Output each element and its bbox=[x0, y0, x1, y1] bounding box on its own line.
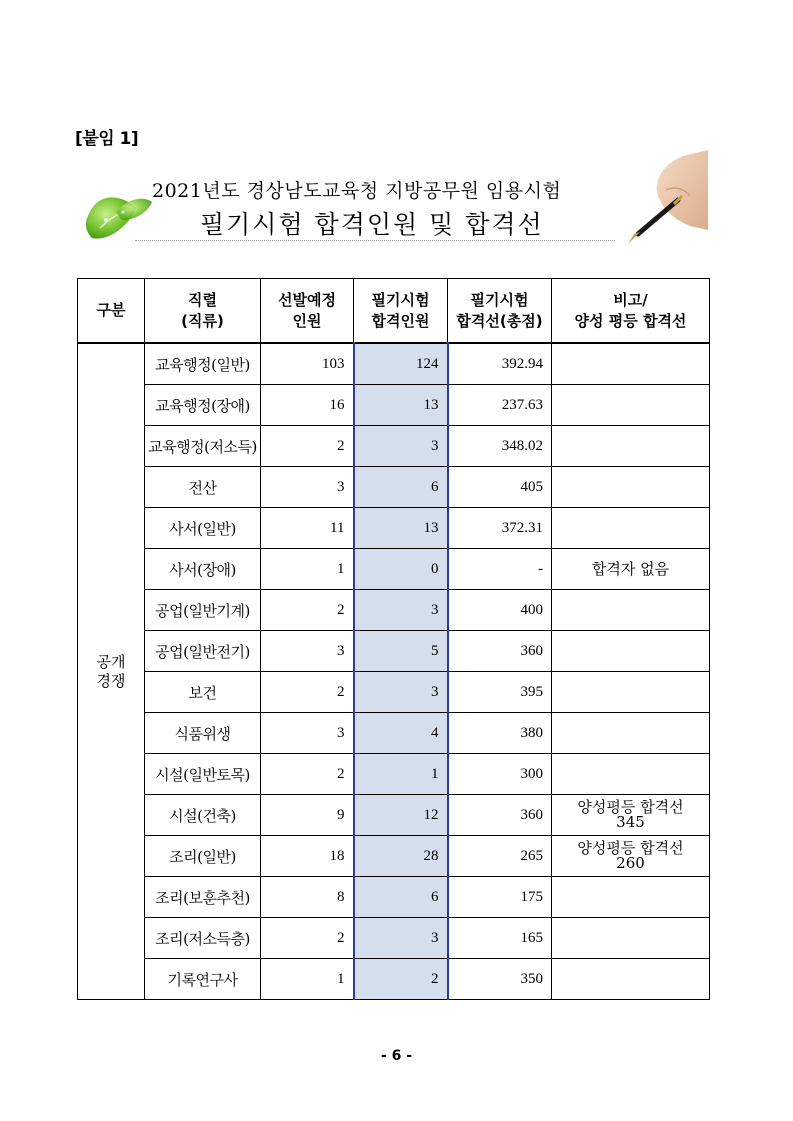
table-row bbox=[78, 672, 710, 713]
note-cell bbox=[552, 754, 710, 795]
job-cell: 식품위생 bbox=[145, 713, 261, 754]
table-row bbox=[78, 631, 710, 672]
note-cell bbox=[552, 590, 710, 631]
note-cell bbox=[552, 713, 710, 754]
passed-cell: 13 bbox=[354, 385, 448, 426]
job-cell: 전산 bbox=[145, 467, 261, 508]
cutoff-cell: 300 bbox=[448, 754, 552, 795]
planned-cell: 103 bbox=[261, 343, 354, 385]
table-row bbox=[78, 836, 710, 877]
cutoff-cell: 380 bbox=[448, 713, 552, 754]
passed-cell: 4 bbox=[354, 713, 448, 754]
table-row bbox=[78, 590, 710, 631]
job-cell: 교육행정(저소득) bbox=[145, 426, 261, 467]
header-planned-count: 선발예정 인원 bbox=[261, 279, 354, 344]
table-row bbox=[78, 385, 710, 426]
cutoff-cell: 350 bbox=[448, 959, 552, 1000]
note-cell bbox=[552, 672, 710, 713]
planned-cell: 2 bbox=[261, 754, 354, 795]
table-row bbox=[78, 877, 710, 918]
job-cell: 시설(건축) bbox=[145, 795, 261, 836]
job-cell: 공업(일반기계) bbox=[145, 590, 261, 631]
passed-cell: 3 bbox=[354, 672, 448, 713]
table-row bbox=[78, 508, 710, 549]
page-number: - 6 - bbox=[380, 1048, 413, 1064]
table-row bbox=[78, 713, 710, 754]
job-cell: 기록연구사 bbox=[145, 959, 261, 1000]
passed-cell: 28 bbox=[354, 836, 448, 877]
planned-cell: 9 bbox=[261, 795, 354, 836]
planned-cell: 2 bbox=[261, 426, 354, 467]
job-cell: 시설(일반토목) bbox=[145, 754, 261, 795]
table-row bbox=[78, 959, 710, 1000]
job-cell: 사서(장애) bbox=[145, 549, 261, 590]
note-cell bbox=[552, 959, 710, 1000]
cutoff-cell: 392.94 bbox=[448, 343, 552, 385]
planned-cell: 3 bbox=[261, 467, 354, 508]
job-cell: 사서(일반) bbox=[145, 508, 261, 549]
note-cell bbox=[552, 343, 710, 385]
passed-cell: 1 bbox=[354, 754, 448, 795]
passed-cell: 2 bbox=[354, 959, 448, 1000]
note-cell bbox=[552, 467, 710, 508]
table-row bbox=[78, 754, 710, 795]
table-row bbox=[78, 426, 710, 467]
cutoff-cell: 175 bbox=[448, 877, 552, 918]
note-cell bbox=[552, 508, 710, 549]
cutoff-cell: 395 bbox=[448, 672, 552, 713]
cutoff-cell: 372.31 bbox=[448, 508, 552, 549]
job-cell: 교육행정(일반) bbox=[145, 343, 261, 385]
table-header-row bbox=[78, 279, 710, 344]
passed-cell: 3 bbox=[354, 426, 448, 467]
table-row bbox=[78, 343, 710, 385]
job-cell: 교육행정(장애) bbox=[145, 385, 261, 426]
note-cell bbox=[552, 426, 710, 467]
leaf-icon bbox=[86, 197, 152, 238]
passed-cell: 13 bbox=[354, 508, 448, 549]
planned-cell: 1 bbox=[261, 959, 354, 1000]
header-category: 구분 bbox=[78, 279, 145, 344]
planned-cell: 18 bbox=[261, 836, 354, 877]
planned-cell: 3 bbox=[261, 631, 354, 672]
cutoff-cell: 400 bbox=[448, 590, 552, 631]
document-title-line1: 2021년도 경상남도교육청 지방공무원 임용시험 bbox=[152, 180, 562, 202]
note-cell: 양성평등 합격선 260 bbox=[552, 836, 710, 877]
cutoff-cell: 360 bbox=[448, 631, 552, 672]
passed-cell: 6 bbox=[354, 467, 448, 508]
note-cell bbox=[552, 877, 710, 918]
document-title-line2: 필기시험 합격인원 및 합격선 bbox=[200, 210, 544, 239]
results-table bbox=[77, 278, 710, 1000]
table-row bbox=[78, 795, 710, 836]
table-row bbox=[78, 467, 710, 508]
passed-cell: 5 bbox=[354, 631, 448, 672]
job-cell: 보건 bbox=[145, 672, 261, 713]
passed-cell: 124 bbox=[354, 343, 448, 385]
planned-cell: 8 bbox=[261, 877, 354, 918]
planned-cell: 2 bbox=[261, 918, 354, 959]
cutoff-cell: 165 bbox=[448, 918, 552, 959]
note-cell: 양성평등 합격선 345 bbox=[552, 795, 710, 836]
job-cell: 공업(일반전기) bbox=[145, 631, 261, 672]
cutoff-cell: 360 bbox=[448, 795, 552, 836]
cutoff-cell: - bbox=[448, 549, 552, 590]
job-cell: 조리(보훈추천) bbox=[145, 877, 261, 918]
note-cell bbox=[552, 385, 710, 426]
passed-cell: 3 bbox=[354, 918, 448, 959]
note-cell: 합격자 없음 bbox=[552, 549, 710, 590]
hand-pen-icon bbox=[628, 150, 708, 244]
cutoff-cell: 405 bbox=[448, 467, 552, 508]
cutoff-cell: 348.02 bbox=[448, 426, 552, 467]
header-job-series: 직렬 (직류) bbox=[145, 279, 261, 344]
passed-cell: 3 bbox=[354, 590, 448, 631]
note-cell bbox=[552, 631, 710, 672]
job-cell: 조리(일반) bbox=[145, 836, 261, 877]
planned-cell: 16 bbox=[261, 385, 354, 426]
header-notes: 비고/ 양성 평등 합격선 bbox=[552, 279, 710, 344]
title-underline bbox=[135, 240, 615, 241]
table-row bbox=[78, 918, 710, 959]
category-cell: 공개 경쟁 bbox=[78, 343, 145, 1000]
planned-cell: 2 bbox=[261, 672, 354, 713]
passed-cell: 6 bbox=[354, 877, 448, 918]
passed-cell: 12 bbox=[354, 795, 448, 836]
note-cell bbox=[552, 918, 710, 959]
cutoff-cell: 265 bbox=[448, 836, 552, 877]
cutoff-cell: 237.63 bbox=[448, 385, 552, 426]
passed-cell: 0 bbox=[354, 549, 448, 590]
header-passed-count: 필기시험 합격인원 bbox=[354, 279, 448, 344]
planned-cell: 2 bbox=[261, 590, 354, 631]
table-row bbox=[78, 549, 710, 590]
planned-cell: 1 bbox=[261, 549, 354, 590]
planned-cell: 11 bbox=[261, 508, 354, 549]
job-cell: 조리(저소득층) bbox=[145, 918, 261, 959]
planned-cell: 3 bbox=[261, 713, 354, 754]
header-cutoff-score: 필기시험 합격선(총점) bbox=[448, 279, 552, 344]
attachment-label: [붙임 1] bbox=[75, 129, 139, 149]
